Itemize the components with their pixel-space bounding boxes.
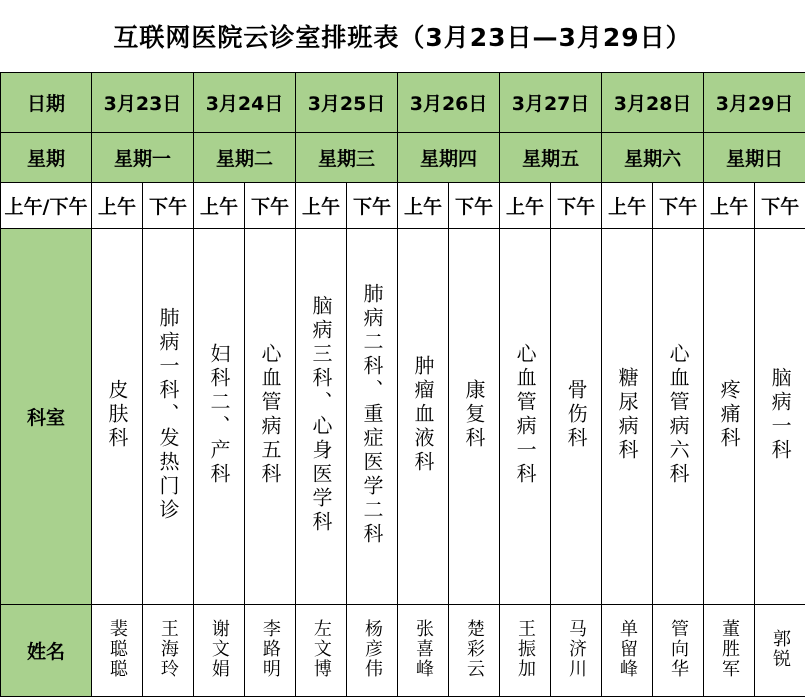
doctor-name: 管向华 [668,619,688,679]
name-cell [296,605,347,697]
name-cell [500,605,551,697]
weekday-cell: 星期日 [704,133,805,183]
period-row [1,183,805,229]
am-cell: 上午 [602,183,653,229]
dept-cell [755,229,805,605]
doctor-name: 左文博 [311,619,331,679]
doctor-name: 单留峰 [617,619,637,679]
weekday-cell: 星期六 [602,133,704,183]
am-cell: 上午 [704,183,755,229]
weekday-row [1,133,805,183]
weekday-cell: 星期二 [194,133,296,183]
dept-cell [551,229,602,605]
dept-cell [194,229,245,605]
dept-text: 皮肤科 [106,379,128,451]
weekday-cell: 星期四 [398,133,500,183]
dept-cell [653,229,704,605]
pm-cell: 下午 [143,183,194,229]
name-cell [398,605,449,697]
date-row [1,73,805,133]
pm-cell: 下午 [653,183,704,229]
name-cell [245,605,296,697]
schedule-table [0,72,805,697]
name-cell [704,605,755,697]
weekday-cell: 星期三 [296,133,398,183]
doctor-name: 董胜军 [719,619,739,679]
name-cell [653,605,704,697]
am-cell: 上午 [500,183,551,229]
dept-text: 心血管病六科 [667,343,689,487]
name-row [1,605,805,697]
dept-cell [143,229,194,605]
am-cell: 上午 [398,183,449,229]
period-label: 上午/下午 [1,183,92,229]
dept-text: 肺病一科、发热门诊 [157,307,179,523]
doctor-name: 谢文娟 [209,619,229,679]
date-cell: 3月28日 [602,73,704,133]
dept-cell [398,229,449,605]
pm-cell: 下午 [551,183,602,229]
date-label: 日期 [1,73,92,133]
dept-cell [296,229,347,605]
dept-text: 糖尿病科 [616,367,638,463]
dept-cell [500,229,551,605]
dept-text: 脑病一科 [769,367,791,463]
doctor-name: 张喜峰 [413,619,433,679]
name-cell [347,605,398,697]
dept-text: 脑病三科、心身医学科 [310,295,332,535]
dept-text: 心血管病五科 [259,343,281,487]
dept-text: 肺病二科、重症医学二科 [361,283,383,547]
name-label: 姓名 [1,605,92,697]
pm-cell: 下午 [245,183,296,229]
am-cell: 上午 [194,183,245,229]
dept-cell [602,229,653,605]
dept-cell [92,229,143,605]
doctor-name: 杨彦伟 [362,619,382,679]
dept-cell [449,229,500,605]
am-cell: 上午 [92,183,143,229]
doctor-name: 马济川 [566,619,586,679]
dept-text: 心血管病一科 [514,343,536,487]
dept-cell [347,229,398,605]
dept-cell [704,229,755,605]
dept-text: 疼痛科 [718,379,740,451]
date-cell: 3月25日 [296,73,398,133]
page-title: 互联网医院云诊室排班表（3月23日—3月29日） [0,0,805,72]
name-cell [449,605,500,697]
doctor-name: 郭锐 [770,629,790,669]
doctor-name: 王海玲 [158,619,178,679]
weekday-cell: 星期一 [92,133,194,183]
dept-text: 妇科二、产科 [208,343,230,487]
date-cell: 3月24日 [194,73,296,133]
dept-row [1,229,805,605]
name-cell [551,605,602,697]
pm-cell: 下午 [347,183,398,229]
pm-cell: 下午 [755,183,805,229]
name-cell [194,605,245,697]
date-cell: 3月26日 [398,73,500,133]
dept-cell [245,229,296,605]
doctor-name: 楚彩云 [464,619,484,679]
date-cell: 3月27日 [500,73,602,133]
date-cell: 3月29日 [704,73,805,133]
dept-text: 康复科 [463,379,485,451]
dept-label: 科室 [1,229,92,605]
doctor-name: 王振加 [515,619,535,679]
name-cell [92,605,143,697]
name-cell [143,605,194,697]
doctor-name: 裴聪聪 [107,619,127,679]
name-cell [602,605,653,697]
pm-cell: 下午 [449,183,500,229]
doctor-name: 李路明 [260,619,280,679]
date-cell: 3月23日 [92,73,194,133]
dept-text: 肿瘤血液科 [412,355,434,475]
name-cell [755,605,805,697]
am-cell: 上午 [296,183,347,229]
dept-text: 骨伤科 [565,379,587,451]
weekday-label: 星期 [1,133,92,183]
weekday-cell: 星期五 [500,133,602,183]
